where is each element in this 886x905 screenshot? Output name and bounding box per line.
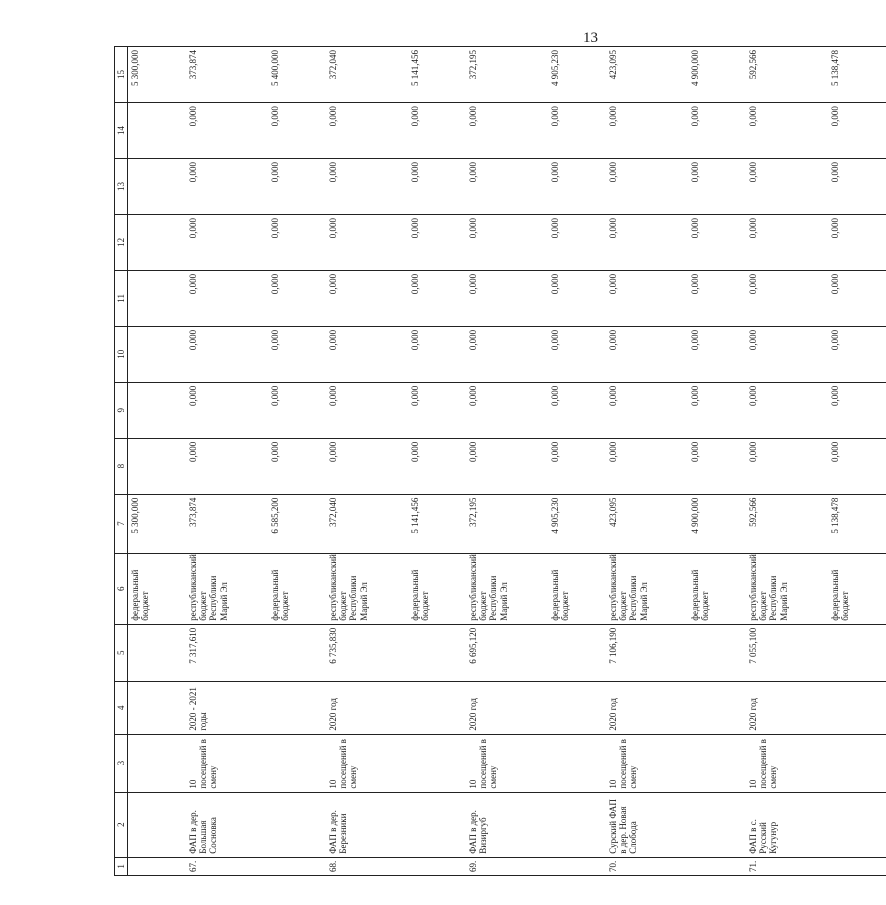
total-cost	[548, 624, 606, 681]
col8-value: 0,000	[326, 438, 408, 494]
col9-value: 0,000	[326, 382, 408, 438]
col7-value: 423,095	[606, 494, 688, 553]
col12-value: 0,000	[746, 214, 828, 270]
col9-value: 0,000	[548, 382, 606, 438]
col11-value: 0,000	[268, 270, 326, 326]
col8-value: 0,000	[688, 438, 746, 494]
col10-value: 0,000	[548, 326, 606, 382]
column-header-11: 11	[115, 270, 128, 326]
col15-value: 373,874	[186, 47, 268, 103]
col11-value: 0,000	[548, 270, 606, 326]
col12-value: 0,000	[268, 214, 326, 270]
row-number	[688, 857, 746, 875]
total-cost	[268, 624, 326, 681]
column-header-3: 3	[115, 734, 128, 792]
col14-value: 0,000	[186, 103, 268, 159]
column-header-12: 12	[115, 214, 128, 270]
col10-value: 0,000	[326, 326, 408, 382]
col8-value: 0,000	[746, 438, 828, 494]
total-cost: 7 317,610	[186, 624, 268, 681]
rotated-table-container	[114, 46, 850, 876]
col13-value: 0,000	[268, 159, 326, 215]
total-cost: 6 735,830	[326, 624, 408, 681]
column-header-15: 15	[115, 47, 128, 103]
col7-value: 5 138,478	[828, 494, 886, 553]
row-number	[408, 857, 466, 875]
row-number	[548, 857, 606, 875]
col15-value: 4 905,230	[548, 47, 606, 103]
col10-value: 0,000	[408, 326, 466, 382]
capacity	[408, 734, 466, 792]
budget-source: федеральный бюджет	[688, 553, 746, 624]
col15-value: 372,040	[326, 47, 408, 103]
object-name: ФАП в дер. Большая Сосновка	[186, 792, 268, 857]
col15-value: 5 138,478	[828, 47, 886, 103]
col9-value: 0,000	[606, 382, 688, 438]
capacity: 10 посещений в смену	[326, 734, 408, 792]
column-header-6: 6	[115, 553, 128, 624]
total-cost	[828, 624, 886, 681]
col11-value: 0,000	[606, 270, 688, 326]
table-row	[606, 47, 688, 876]
col8-value	[128, 438, 186, 494]
col10-value: 0,000	[688, 326, 746, 382]
row-number: 71.	[746, 857, 828, 875]
col9-value: 0,000	[408, 382, 466, 438]
col14-value: 0,000	[548, 103, 606, 159]
object-name	[408, 792, 466, 857]
col14-value: 0,000	[746, 103, 828, 159]
period: 2020 год	[466, 681, 548, 734]
period: 2020 год	[746, 681, 828, 734]
col13-value: 0,000	[326, 159, 408, 215]
budget-source: федеральный бюджет	[408, 553, 466, 624]
col12-value: 0,000	[548, 214, 606, 270]
col10-value: 0,000	[466, 326, 548, 382]
column-header-8: 8	[115, 438, 128, 494]
col14-value: 0,000	[606, 103, 688, 159]
col14-value: 0,000	[688, 103, 746, 159]
col14-value: 0,000	[408, 103, 466, 159]
col13-value: 0,000	[466, 159, 548, 215]
budget-source: республиканский бюджет Республики Марий Эл	[466, 553, 548, 624]
row-number	[128, 857, 186, 875]
col11-value: 0,000	[326, 270, 408, 326]
col9-value: 0,000	[828, 382, 886, 438]
col15-value: 592,566	[746, 47, 828, 103]
table-body	[128, 47, 886, 876]
col15-value: 372,195	[466, 47, 548, 103]
capacity: 10 посещений в смену	[186, 734, 268, 792]
table-row	[128, 47, 186, 876]
col14-value: 0,000	[466, 103, 548, 159]
col10-value: 0,000	[828, 326, 886, 382]
col9-value: 0,000	[746, 382, 828, 438]
period	[268, 681, 326, 734]
col13-value	[128, 159, 186, 215]
column-header-4: 4	[115, 681, 128, 734]
object-name	[828, 792, 886, 857]
col15-value: 5 400,000	[268, 47, 326, 103]
column-header-14: 14	[115, 103, 128, 159]
period: 2020 - 2021 годы	[186, 681, 268, 734]
header-row	[115, 47, 128, 876]
capacity	[828, 734, 886, 792]
col14-value: 0,000	[268, 103, 326, 159]
object-name: ФАП в с. Русский Кугунур	[746, 792, 828, 857]
col12-value	[128, 214, 186, 270]
col7-value: 5 300,000	[128, 494, 186, 553]
period	[548, 681, 606, 734]
col13-value: 0,000	[408, 159, 466, 215]
budget-source: республиканский бюджет Республики Марий Эл	[606, 553, 688, 624]
col14-value: 0,000	[326, 103, 408, 159]
col11-value: 0,000	[688, 270, 746, 326]
period	[828, 681, 886, 734]
budget-source: федеральный бюджет	[128, 553, 186, 624]
row-number	[828, 857, 886, 875]
period	[408, 681, 466, 734]
object-name: Сурский ФАП в дер. Новая Слобода	[606, 792, 688, 857]
table-row	[408, 47, 466, 876]
col11-value: 0,000	[828, 270, 886, 326]
col7-value: 372,195	[466, 494, 548, 553]
capacity	[268, 734, 326, 792]
col10-value	[128, 326, 186, 382]
col13-value: 0,000	[828, 159, 886, 215]
col8-value: 0,000	[268, 438, 326, 494]
col13-value: 0,000	[688, 159, 746, 215]
capacity: 10 посещений в смену	[746, 734, 828, 792]
column-header-10: 10	[115, 326, 128, 382]
col13-value: 0,000	[548, 159, 606, 215]
row-number: 69.	[466, 857, 548, 875]
table-row	[326, 47, 408, 876]
col12-value: 0,000	[688, 214, 746, 270]
col8-value: 0,000	[548, 438, 606, 494]
col13-value: 0,000	[746, 159, 828, 215]
col8-value: 0,000	[606, 438, 688, 494]
column-header-7: 7	[115, 494, 128, 553]
table-row	[688, 47, 746, 876]
col7-value: 4 900,000	[688, 494, 746, 553]
col7-value: 372,040	[326, 494, 408, 553]
table-row	[268, 47, 326, 876]
col7-value: 6 585,200	[268, 494, 326, 553]
object-name	[268, 792, 326, 857]
object-name: ФАП в дер. Визиргуб	[466, 792, 548, 857]
budget-source: республиканский бюджет Республики Марий Эл	[746, 553, 828, 624]
budget-source: федеральный бюджет	[268, 553, 326, 624]
col11-value: 0,000	[746, 270, 828, 326]
col10-value: 0,000	[746, 326, 828, 382]
capacity	[688, 734, 746, 792]
col9-value: 0,000	[688, 382, 746, 438]
col14-value: 0,000	[828, 103, 886, 159]
row-number	[268, 857, 326, 875]
col15-value: 5 141,456	[408, 47, 466, 103]
total-cost: 7 055,100	[746, 624, 828, 681]
period	[688, 681, 746, 734]
capacity: 10 посещений в смену	[466, 734, 548, 792]
table-row	[746, 47, 828, 876]
col9-value	[128, 382, 186, 438]
total-cost: 7 106,190	[606, 624, 688, 681]
capacity	[128, 734, 186, 792]
row-number: 67.	[186, 857, 268, 875]
col11-value: 0,000	[186, 270, 268, 326]
col9-value: 0,000	[186, 382, 268, 438]
capacity: 10 посещений в смену	[606, 734, 688, 792]
budget-source: федеральный бюджет	[548, 553, 606, 624]
financing-table	[114, 46, 886, 876]
col15-value: 4 900,000	[688, 47, 746, 103]
col10-value: 0,000	[268, 326, 326, 382]
object-name	[548, 792, 606, 857]
table-row	[466, 47, 548, 876]
col8-value: 0,000	[186, 438, 268, 494]
column-header-1: 1	[115, 857, 128, 875]
col7-value: 4 905,230	[548, 494, 606, 553]
col12-value: 0,000	[326, 214, 408, 270]
col8-value: 0,000	[466, 438, 548, 494]
period: 2020 год	[606, 681, 688, 734]
column-header-13: 13	[115, 159, 128, 215]
col9-value: 0,000	[466, 382, 548, 438]
col11-value: 0,000	[466, 270, 548, 326]
row-number: 68.	[326, 857, 408, 875]
total-cost	[128, 624, 186, 681]
col14-value	[128, 103, 186, 159]
col12-value: 0,000	[606, 214, 688, 270]
budget-source: федеральный бюджет	[828, 553, 886, 624]
total-cost	[408, 624, 466, 681]
period	[128, 681, 186, 734]
col9-value: 0,000	[268, 382, 326, 438]
col15-value: 423,095	[606, 47, 688, 103]
object-name: ФАП в дер. Березники	[326, 792, 408, 857]
col15-value: 5 300,000	[128, 47, 186, 103]
col8-value: 0,000	[828, 438, 886, 494]
col12-value: 0,000	[828, 214, 886, 270]
object-name	[688, 792, 746, 857]
col10-value: 0,000	[186, 326, 268, 382]
row-number: 70.	[606, 857, 688, 875]
period: 2020 год	[326, 681, 408, 734]
col8-value: 0,000	[408, 438, 466, 494]
col7-value: 373,874	[186, 494, 268, 553]
total-cost: 6 695,120	[466, 624, 548, 681]
table-row	[828, 47, 886, 876]
col10-value: 0,000	[606, 326, 688, 382]
page-number: 13	[583, 30, 598, 46]
col11-value	[128, 270, 186, 326]
column-header-2: 2	[115, 792, 128, 857]
table-row	[186, 47, 268, 876]
col12-value: 0,000	[186, 214, 268, 270]
col7-value: 5 141,456	[408, 494, 466, 553]
total-cost	[688, 624, 746, 681]
budget-source: республиканский бюджет Республики Марий Эл	[186, 553, 268, 624]
column-header-5: 5	[115, 624, 128, 681]
column-header-9: 9	[115, 382, 128, 438]
object-name	[128, 792, 186, 857]
capacity	[548, 734, 606, 792]
col13-value: 0,000	[186, 159, 268, 215]
table-row	[548, 47, 606, 876]
col7-value: 592,566	[746, 494, 828, 553]
col12-value: 0,000	[466, 214, 548, 270]
col12-value: 0,000	[408, 214, 466, 270]
col13-value: 0,000	[606, 159, 688, 215]
budget-source: республиканский бюджет Республики Марий Эл	[326, 553, 408, 624]
col11-value: 0,000	[408, 270, 466, 326]
